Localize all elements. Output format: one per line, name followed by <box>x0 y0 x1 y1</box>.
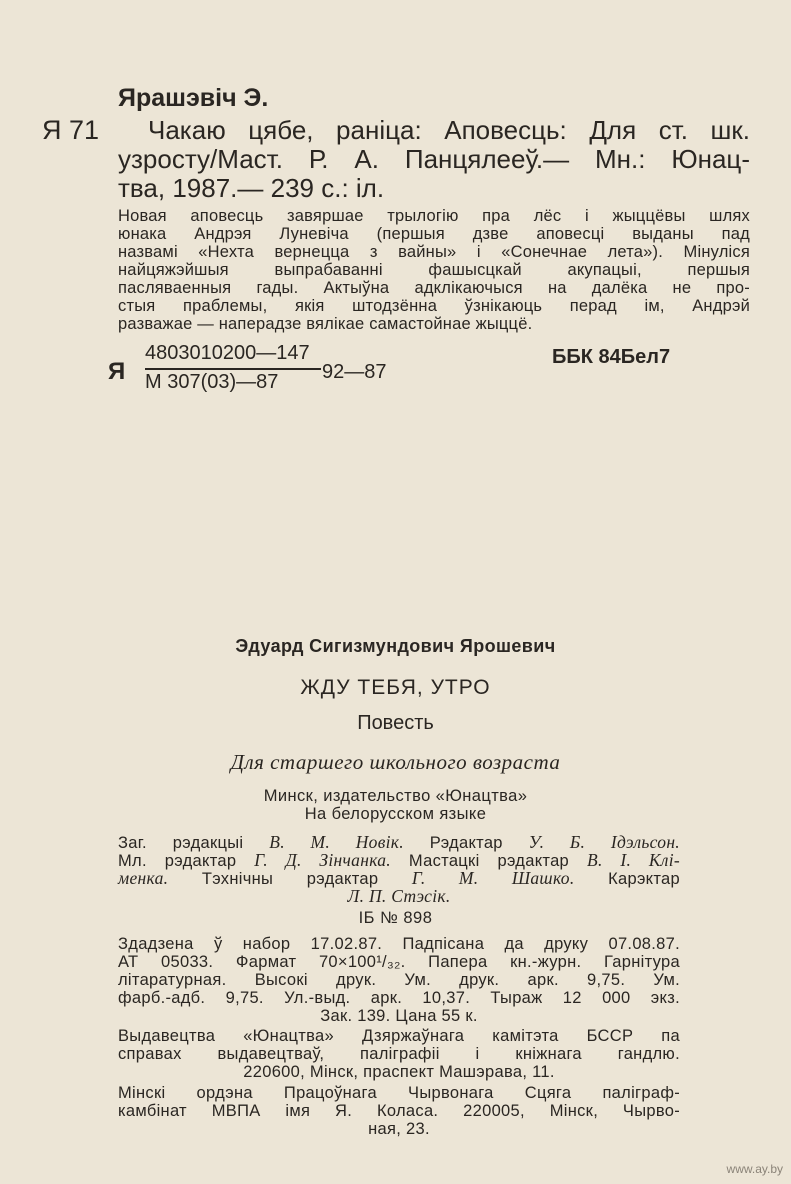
credit-person-name: Г. М. Шашко. <box>411 868 575 888</box>
credit-person-name: В. М. Новік. <box>269 832 404 852</box>
index-letter: Я <box>108 358 126 385</box>
credit-role: Тэхнічны рэдактар <box>168 870 412 888</box>
imprint-line: фарб.-адб. 9,75. Ул.-выд. арк. 10,37. Тыраж 12 000 экз. <box>118 989 680 1007</box>
credit-role: Мастацкі рэдактар <box>390 852 587 870</box>
code-denominator: М 307(03)—87 <box>145 371 279 393</box>
printer-line: Мінскі ордэна Працоўнага Чырвонага Сцяга паліграф- <box>118 1084 680 1102</box>
card-annotation-line: найцяжэйшыя выпрабаванні фашысцкай акупацыі, першыя <box>118 261 750 279</box>
credit-role: Рэдактар <box>403 834 529 852</box>
card-annotation-line: назвамі «Нехта вернецца з вайны» і «Сонечнае лета»). Мінуліся <box>118 243 750 261</box>
card-author: Ярашэвіч Э. <box>118 84 269 112</box>
ib-number: ІБ № 898 <box>358 909 433 927</box>
credit-person-name: менка. <box>118 868 169 888</box>
imprint-line: літаратурная. Высокі друк. Ум. друк. арк. 9,75. Ум. <box>118 971 680 989</box>
credit-person-name: В. І. Клі- <box>586 850 680 870</box>
credit-role: Заг. рэдакцыі <box>118 834 270 852</box>
publisher-address-line: 220600, Мінск, праспект Машэрава, 11. <box>243 1063 555 1081</box>
watermark-text: www.ay.by <box>726 1162 783 1176</box>
publisher-address-line: Выдавецтва «Юнацтва» Дзяржаўнага камітэта БССР па <box>118 1027 680 1045</box>
code-suffix: 92—87 <box>322 361 387 383</box>
language-line: На белорусском языке <box>304 805 487 823</box>
credit-role: Мл. рэдактар <box>118 852 255 870</box>
printer-line: камбінат МВПА імя Я. Коласа. 220005, Мінск, Чырво- <box>118 1102 680 1120</box>
fraction-line <box>145 368 321 370</box>
card-title-line: Чакаю цябе, раніца: Аповесць: Для ст. шк. <box>148 115 750 145</box>
card-call-number: Я 71 <box>42 115 100 145</box>
card-annotation-line: юнака Андрэя Луневіча (першыя дзве аповесці выданы пад <box>118 225 750 243</box>
card-annotation-line: Новая аповесць завяршае трылогію пра лёс і жыццёвы шлях <box>118 207 750 225</box>
card-annotation-line: стыя праблемы, якія штодзённа ўзнікаюць перад ім, Андрэй <box>118 297 750 315</box>
credit-role: Карэктар <box>574 870 680 888</box>
book-title: ЖДУ ТЕБЯ, УТРО <box>300 676 491 699</box>
card-title-line: тва, 1987.— 239 с.: іл. <box>118 173 385 203</box>
card-title-line: узросту/Маст. Р. А. Панцялееў.— Мн.: Юнац- <box>118 144 750 174</box>
printer-line: ная, 23. <box>368 1120 430 1138</box>
publisher-address-line: справах выдавецтваў, паліграфіі і кніжнага гандлю. <box>118 1045 680 1063</box>
audience-line: Для старшего школьного возраста <box>230 750 561 774</box>
imprint-line: АТ 05033. Фармат 70×100¹/₃₂. Папера кн.-журн. Гарнітура <box>118 953 680 971</box>
bbk-code: ББК 84Бел7 <box>552 346 671 368</box>
card-annotation-line: разважае — наперадзе вялікае самастойнае жыццё. <box>118 315 533 333</box>
imprint-line: Зак. 139. Цана 55 к. <box>320 1007 478 1025</box>
publisher-line: Минск, издательство «Юнацтва» <box>263 787 528 805</box>
card-annotation-line: пасляваенныя гады. Актыўна адклікаючыся на далёка не про- <box>118 279 750 297</box>
author-full-name: Эдуард Сигизмундович Ярошевич <box>235 636 556 656</box>
credit-person-name: Г. Д. Зінчанка. <box>254 850 391 870</box>
code-numerator: 4803010200—147 <box>145 342 310 364</box>
credit-person-name: У. Б. Ідэльсон. <box>528 832 680 852</box>
credit-person-name: Л. П. Стэсік. <box>347 886 451 906</box>
book-genre: Повесть <box>357 712 434 734</box>
credits-line <box>118 886 680 907</box>
imprint-line: Здадзена ў набор 17.02.87. Падпісана да друку 07.08.87. <box>118 935 680 953</box>
